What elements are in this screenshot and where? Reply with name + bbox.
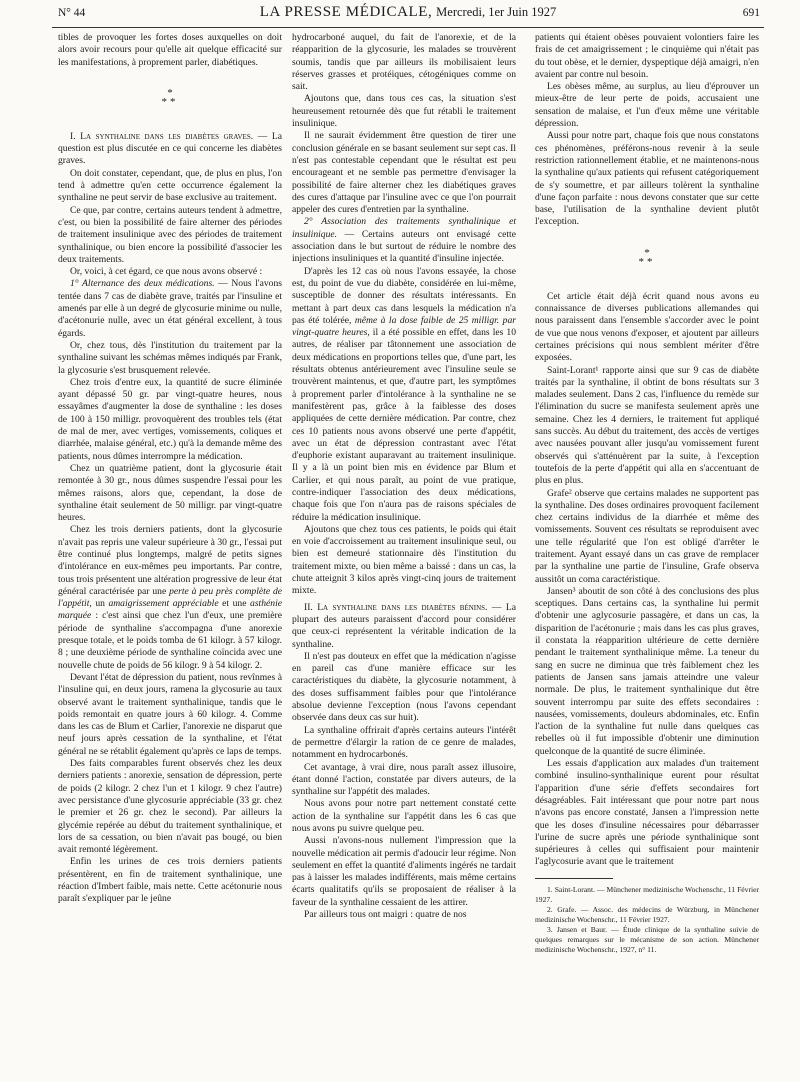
section-text: — La plupart des auteurs paraissent d'accord pour considérer que ceux-ci représentent la véritable indication de la synthaline. [292,601,516,650]
paragraph: Cet avantage, à vrai dire, nous paraît assez illusoire, étant donné l'action, constatée par divers auteurs, de la synthaline sur l'appétit des malades. [292,761,516,798]
paragraph: Aussi pour notre part, chaque fois que nous constatons ces phénomènes, préférons-nous revenir à la seule restriction rationnellement établie, et ne maintenons-nous la synthaline qu'aux patients qui refusent catégoriquement de s'y soumettre, et par ailleurs tolèrent la synthaline d'une façon parfaite : nous devons constater que sur cette base, l'utilisation de la synthaline devient plutôt l'exception. [535,130,759,228]
paragraph: Ajoutons que, dans tous ces cas, la situation s'est heureusement retournée dès que fut rétabli le traitement insulinique. [292,93,516,130]
paragraph: tibles de provoquer les fortes doses auxquelles on doit alors avoir recours pour qu'elle ait quelque efficacité sur les manifestations, à proprement parler, diabétiques. [58,32,282,68]
paragraph: Par ailleurs tous ont maigri : quatre de nos [304,909,467,921]
issue-number: N° 44 [58,7,86,19]
issue-date: Mercredi, 1er Juin 1927 [436,5,557,19]
asterism-divider: * ** [638,246,656,268]
paragraph [292,266,516,524]
column-2 [292,32,516,921]
paragraph: Des faits comparables furent observés chez les deux derniers patients : anorexie, sensation de dépression, perte de poids (2 kilogr. 2 chez l'un et 1 kilogr. 9 chez l'autre) avec persistance d'une glycosurie appréciable (33 gr. chez le premier et 26 gr. chez le second). Par ailleurs la glycémie repérée au début du traitement synthalinique, et lors de sa cessation, ou bien n'avait pas bougé, ou bien avait remonté légèrement. [58,758,282,856]
paragraph: patients qui étaient obèses pouvaient volontiers faire les frais de cet amaigrissement ; le cinquième qui n'était pas du tout obèse, et le dernier, dyspeptique déjà amaigri, n'en avaient par contre nul besoin. [535,32,759,80]
paragraph-text: et une [218,598,251,610]
page-number: 691 [742,7,760,19]
paragraph-text: D'après les 12 cas où nous l'avons essayée, la chose est, du point de vue du diabète, considérée en lui-même, susceptible de donner des résultats intéressants. En mettant à part deux cas dans lesquels la médication n'a pas été tolérée, [292,265,516,326]
asterism-divider: * ** [161,86,179,108]
column-1 [58,32,282,906]
paragraph-text: — Nous l'avons tentée dans 7 cas de diabète grave, traités par l'insuline et amenés par elle à un degré de glycosurie minime ou nulle, d'acétonurie nulle, avec un état général excellent, à tous égards. [58,278,282,339]
paragraph [58,524,282,672]
section-heading: I. La synthaline dans les diabètes graves. [70,130,254,142]
paragraph: Ce que, par contre, certains auteurs tendent à admettre, c'est, ou bien la possibilité de faire alterner des périodes de traitement insulinique avec des périodes de traitement synthalinique, ou bien encore la possibilité d'associer les deux traitements. [58,204,282,265]
footnote-rule [535,878,613,879]
subsection-heading: 2° Association des traitements synthalinique et insulinique. [292,216,516,240]
paragraph: Or, voici, à cet égard, ce que nous avons observé : [70,266,263,278]
paragraph-text: un [91,598,109,610]
page-header [52,4,764,24]
footnote: 1. Saint-Lorant. — Münchener medizinische Wochenschr., 11 Février 1927. [535,884,759,904]
paragraph: Jansen³ aboutit de son côté à des conclusions des plus sceptiques. Dans certains cas, la synthaline lui permit d'obtenir une aglycosurie passagère, et dans un cas, la disparition de l'acétonurie ; mais dans les cas plus graves, il constata la réapparition ultérieure de cette dernière pendant le traitement synthalinique même. La teneur du sang en sucre ne diminua que très faiblement chez les patients de Jansen sans jamais atteindre une valeur normale. De plus, le traitement synthalinique dut être souvent interrompu par suite des effets secondaires : nausées, vomissements, douleurs abdominales, etc. Enfin l'action de la synthaline fut nulle dans quelques cas rebelles où il fut impossible d'obtenir une diminution quelconque de la quantité de sucre éliminée. [535,585,759,757]
paragraph: Or, chez tous, dès l'institution du traitement par la synthaline suivant les schémas mêmes indiqués par Frank, la glycosurie s'est brusquement relevée. [58,339,282,376]
paragraph: Les obèses même, au surplus, au lieu d'éprouver un mieux-être de leur perte de poids, accusaient une sensation de malaise, et l'un d'eux même une véritable dépression. [535,81,759,130]
paragraph: On doit constater, cependant, que, de plus en plus, l'on tend à admettre qu'en cette occurrence également la synthaline ne peut servir de base exclusive au traitement. [58,167,282,204]
footnote: 2. Grafe. — Assoc. des médecins de Würzburg, in Münchener medizinische Wochenschr., 11 Février 1927. [535,904,759,924]
paragraph: La synthaline offrirait d'après certains auteurs l'intérêt de permettre d'élargir la ration de ce genre de malades, notamment en hydrocarbonés. [292,724,516,761]
emphasis: amaigrissement appréciable [108,598,219,610]
paragraph: Grafe² observe que certains malades ne supportent pas la synthaline. Des doses ordinaires provoquent facilement chez certains individus de la diarrhée et même des vomissements. Souvent ces résultats se reproduisent avec une telle régularité que l'on est obligé d'arrêter le traitement. Ayant essayé dans un cas grave de remplacer par la synthaline une partie de l'insuline, Grafe observa aussitôt un coma caractéristique. [535,487,759,585]
header-rule [52,27,764,28]
paragraph: Il ne saurait évidemment être question de tirer une conclusion générale en se basant seulement sur sept cas. Il n'est pas contestable cependant que le résultat est peu encourageant et ne semble pas permettre d'envisager la possibilité de faire alterner chez les diabétiques graves des cures d'attaque par l'insuline avec ce que l'on pourrait appeler des cures d'entretien par la synthaline. [292,130,516,216]
paragraph: hydrocarboné auquel, du fait de l'anorexie, et de la réapparition de la glycosurie, les malades se trouvèrent soumis, tandis que par ailleurs ils mobilisaient leurs réserves grasses et protéiques, cétogéniques comme on sait. [292,32,516,93]
paragraph [292,216,516,265]
paragraph: Cet article était déjà écrit quand nous avons eu connaissance de diverses publications allemandes qui nous paraissent dans l'ensemble s'accorder avec le point de vue que nous venons d'exposer, et ajoutent par ailleurs certaines précisions qui nous semblent mériter d'être exposées. [535,290,759,364]
paragraph: Ajoutons que chez tous ces patients, le poids qui était en voie d'accroissement au traitement insulinique seul, ou bien est demeuré stationnaire dès l'institution du traitement mixte, ou bien même a baissé : dans un cas, la chute atteignit 3 kilos après vingt-cinq jours de traitement mixte. [292,523,516,597]
emphasis: perte à peu près complète de l'appétit, [58,585,282,610]
emphasis: asthénie marquée [58,598,282,622]
paragraph-text: — Certains auteurs ont envisagé cette association dans le but surtout de réduire le nombre des injections insuliniques et la quantité d'insuline injectée. [292,228,516,265]
section-paragraph [292,602,516,651]
paragraph-text: il a été possible en effet, dans les 10 autres, de réaliser par tâtonnement une association de deux médications en proportions telles que, d'une part, les résultats obtenus antérieurement avec l'insuline seule se trouvèrent maintenus, et que, d'autre part, les symptômes à proprement parler d'intolérance à la synthaline ne se manifestèrent pas, grâce à la faiblesse des doses appliquées de cette dernière médication. Par contre, chez ces 10 patients nous avons observé une perte d'appétit, avec un état de dépression contrastant avec l'état d'euphorie existant auparavant au traitement insulinique. Il y a là un point bien mis en évidence par Blum et Carlier, et qui nous paraît, au point de vue pratique, contre-indiquer l'association des deux médications, chaque fois que l'on n'aura pas de raisons spéciales de réduire la médication insulinique. [292,327,516,523]
footnote: 3. Jansen et Baur. — Étude clinique de la synthaline suivie de quelques remarques sur le mécanisme de son action. Münchener medizinische Wochenschr., 1927, n° 11. [535,924,759,954]
paragraph: Il n'est pas douteux en effet que la médication n'agisse en pareil cas d'une manière efficace sur les caractéristiques du diabète, la glycosurie notamment, à des doses suffisamment faibles pour que l'intolérance absolue devienne l'exception (nous l'avons cependant observée dans deux cas sur huit). [292,650,516,724]
paragraph: Les essais d'application aux malades d'un traitement combiné insulino-synthalinique eurent pour résultat l'apparition d'une série d'effets secondaires fort désagréables. Fait intéressant que pour notre part nous n'avons pas encore constaté, Jansen a l'impression nette que les doses d'insuline nécessaires pour débarrasser l'urine de sucre après une période synthalinique sont supérieures à celles qui suffisaient pour maintenir l'aglycosurie avant que le traitement [535,758,759,868]
paragraph: Enfin les urines de ces trois derniers patients présentèrent, en fin de traitement synthalinique, une réaction d'Imbert faible, mais nette. Cette acétonurie nous paraît s'expliquer par le jeûne [58,856,282,905]
paragraph: Nous avons pour notre part nettement constaté cette action de la synthaline sur l'appétit dans les 6 cas que nous avons pu suivre quelque peu. [292,798,516,834]
paragraph: Chez trois d'entre eux, la quantité de sucre éliminée ayant dépassé 50 gr. par vingt-quatre heures, nous essayâmes d'augmenter la dose de synthaline : les doses de 100 à 150 milligr. provoquèrent des troubles tels (état de mal de mer, avec vertiges, vomissements, coliques et diarrhée, malaise général, etc.) qu'à la demande même des patients, nous dûmes interrompre la médication. [58,376,282,462]
section-text: — La question est plus discutée en ce qui concerne les diabètes graves. [58,130,282,167]
paragraph-text: : c'est ainsi que chez l'un d'eux, une première période de synthaline s'accompagna d'une anorexie presque totale, et le poids tomba de 61 kilogr. à 57 kilogr. 8 ; une deuxième période de synthaline coïncida avec une nouvelle chute de poids de 56 kilogr. 9 à 54 kilogr. 2. [58,610,282,671]
emphasis: même à la dose faible de 25 milligr. par vingt-quatre heures, [292,314,516,339]
section-paragraph [58,131,282,168]
section-heading: II. La synthaline dans les diabètes bénins. [304,601,488,613]
subsection-heading: 1° Alternance des deux médications. [70,278,215,290]
paragraph: Aussi n'avons-nous nullement l'impression que la nouvelle médication ait permis d'adoucir leur régime. Non seulement en effet la quantité d'aliments ingérés ne tardait pas à laisser les malades indifférents, mais même certains écarts qualitatifs qu'ils se proposaient de réaliser à la faveur de la synthaline cessaient de les attirer. [292,835,516,908]
journal-name: LA PRESSE MÉDICALE, [259,4,433,20]
running-title [52,4,764,21]
paragraph: Chez un quatrième patient, dont la glycosurie était remontée à 30 gr., nous dûmes suspendre l'essai pour les mêmes raisons, alors que, cependant, la dose de synthaline était seulement de 50 milligr. par vingt-quatre heures. [58,462,282,524]
paragraph: Saint-Lorant¹ rapporte ainsi que sur 9 cas de diabète traités par la synthaline, il obtint de bons résultats sur 3 malades seulement. Dans 2 cas, l'influence du remède sur l'élimination du sucre se manifesta seulement après une semaine. Chez les 4 derniers, le traitement fut appliqué sans succès. Au début du traitement, des accès de vertiges avec nausées pouvant aller jusqu'au vomissement furent observés qui s'atténuèrent par la suite, à l'exception toutefois de la perte d'appétit qui alla en s'accentuant de plus en plus. [535,364,759,487]
paragraph [58,278,282,339]
paragraph: Devant l'état de dépression du patient, nous revînmes à l'insuline qui, en deux jours, ramena la glycosurie au taux observé avant le traitement synthalinique, tandis que le poids remontait en quatre jours à 60 kilogr. 4. Comme dans les cas de Blum et Carlier, l'anorexie ne disparut que neuf jours après cessation de la synthaline, et l'état général ne se rétablit également qu'après ce laps de temps. [58,671,282,757]
column-3 [535,32,759,955]
paragraph-text: Chez les trois derniers patients, dont la glycosurie n'avait pas repris une valeur supérieure à 30 gr., l'essai put être continué plus longtemps, malgré de petits signes d'intolérance en eux-mêmes peu importants. Par contre, tous trois présentent une altération progressive de leur état général caractérisée par une [58,524,282,597]
